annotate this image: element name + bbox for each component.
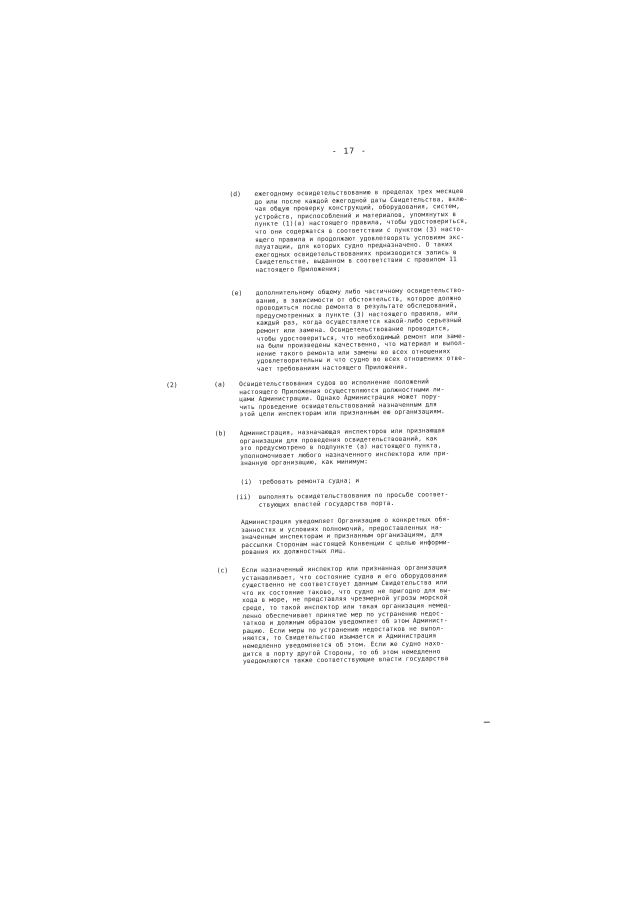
text-line: уведомляются также соответствующие власти государства [242, 655, 449, 666]
text-line: Свидетельстве, выданном в соответствии с правилом 11 [255, 256, 457, 267]
text-line: Администрация уведомляет Организацию о конкретных обя- [240, 516, 451, 527]
text-line: существенно не соответствует данным Свидетельства или [241, 579, 448, 590]
text-line: цами Администрации. Однако Администрация может пору- [239, 393, 441, 404]
text-line: организации для проведения освидетельствований, как [239, 434, 438, 445]
text-line: до или после каждой ежегодной даты Свидетельства, вклю- [254, 195, 468, 206]
text-line: ванию, в зависимости от обстоятельств, которое должно [255, 294, 462, 305]
text-line: настоящего Приложения осуществляются должностными ли- [239, 385, 445, 396]
section-number-2: (2) [166, 380, 178, 390]
text-line: ежегодному освидетельствованию в пределах трех месяцев [254, 187, 464, 198]
text-line: нение такого ремонта или замены во всех отношениях [256, 347, 451, 358]
text-line: Администрация, назначающая инспекторов или признающая [239, 427, 446, 438]
item-marker-2a: (a) [214, 380, 226, 389]
text-line: этой цели инспекторам или признанным ею организациям. [239, 408, 445, 419]
item-2b-tail-text [241, 516, 494, 557]
text-line: рацию. Если меры по устранению недостатков не выпол- [242, 625, 445, 635]
text-line: это предусмотрено в подпункте (а) настоящего пункта, [239, 442, 442, 453]
text-line: плуатации, для которых судно предназначено. О таких [255, 241, 453, 252]
text-line: на были произведены качественно, что материал и выпол- [256, 340, 466, 351]
text-line: чает требованиям настоящего Приложения. [256, 363, 409, 373]
item-2b-ii-text [259, 491, 493, 509]
text-line: каждый раз, когда осуществляется какой-либо серьезный [256, 317, 462, 328]
text-line: чая общую проверку конструкций, оборудования, систем, [254, 203, 461, 214]
text-line: дится в порту другой Стороны, то об этом немедленно [242, 647, 441, 658]
text-line: няются, то Свидетельство изымается и Администрация [242, 632, 437, 643]
text-line: Если назначенный инспектор или признанная организация [241, 564, 448, 575]
text-line: чить проведение освидетельствований назначенным для [239, 401, 438, 411]
text-line: дополнительному общему либо частичному освидетельство- [255, 286, 466, 297]
text-line: ящего правила и продолжают удовлетворять условиям экс- [255, 233, 465, 244]
item-marker-2b-i: (i) [240, 477, 253, 487]
scan-mark [484, 722, 490, 723]
text-line: значенным инспекторам и признанным организациям, для [241, 531, 443, 542]
text-line: хода в море, не представляя чрезмерной угрозы морской [242, 594, 448, 605]
text-line: ствующих властей государства порта. [258, 499, 395, 509]
text-line: знанную организацию, как минимум: [240, 458, 369, 468]
text-line: татков и должным образом уведомляет об этом Админист- [242, 617, 448, 628]
text-line: предусмотренных в пункте (3) настоящего правила, или [256, 309, 458, 320]
text-line: рассылки Сторонам настоящей Конвенции с целью информи- [241, 538, 451, 549]
text-line: ежегодных освидетельствованиях производится запись в [255, 248, 457, 259]
text-line: пункте (1)(а) настоящего правила, чтобы удостовериться, [254, 218, 469, 229]
item-marker-e: (e) [230, 289, 243, 298]
item-2c-text [242, 564, 495, 666]
item-marker-d: (d) [229, 190, 242, 199]
item-2b-text [240, 427, 493, 468]
item-e-text [256, 287, 491, 374]
text-line: ленно обеспечивает принятие мер по устранению недос- [242, 609, 444, 620]
item-2a-text [239, 378, 492, 419]
page-number: - 17 - [331, 146, 367, 156]
text-line: требовать ремонта судна; и [258, 477, 360, 486]
text-line: занностях и условиях полномочий, предоставленных на- [241, 523, 443, 534]
text-line: Освидетельствования судов во исполнение положений [239, 378, 430, 389]
text-line: устройств, приспособлений и материалов, упомянутых в [254, 210, 457, 221]
text-line: что их состояние таково, что судно не пригодно для вы- [241, 586, 452, 597]
text-line: среде, то такой инспектор или такая организация немед- [242, 602, 452, 613]
text-line: рования их должностных лиц. [241, 548, 347, 557]
item-marker-2b: (b) [214, 429, 227, 438]
text-line: ремонт или замена. Освидетельствование проводится, [256, 325, 451, 335]
item-marker-2c: (c) [216, 566, 229, 575]
item-marker-2b-ii: (ii) [235, 492, 252, 502]
text-line: уполномочивает любого назначенного инспектора или при- [240, 449, 450, 460]
text-line: выполнять освидетельствования по просьбе соответ- [258, 491, 449, 501]
text-line: немедленно уведомляется об этом. Если же судно нахо- [242, 640, 445, 651]
text-line: чтобы удостовериться, что необходимый ремонт или заме- [256, 332, 466, 343]
text-line: удовлетворительны и что судно во всех отношениях отве- [256, 355, 467, 366]
item-d-text [254, 188, 489, 275]
text-line: проводиться после ремонта в результате обследований, [255, 302, 458, 313]
text-line: устанавливает, что состояние судна и его оборудования [241, 571, 448, 582]
text-line: что они содержатся в соответствии с пунктом (3) насто- [254, 225, 465, 236]
text-line: настоящего Приложения; [255, 265, 341, 274]
item-2b-i-text [258, 476, 492, 487]
